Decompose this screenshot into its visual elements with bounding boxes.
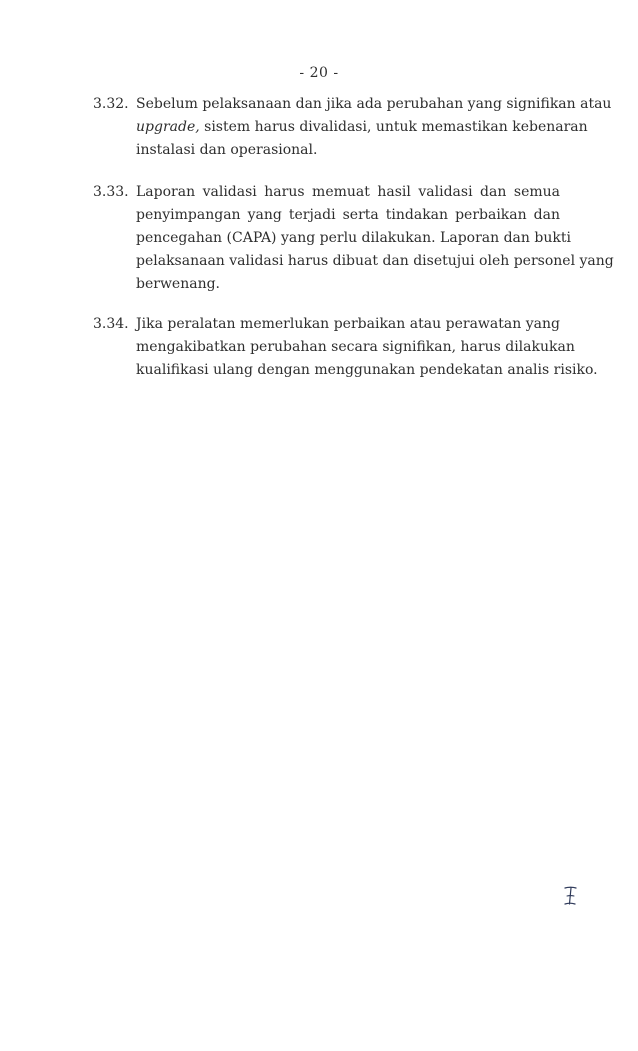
clause-number: 3.33. [93, 184, 129, 200]
clause-text [136, 93, 612, 162]
clause-number: 3.32. [93, 96, 129, 112]
clause-line: Sebelum pelaksanaan dan jika ada perubahan yang signifikan atau [136, 96, 612, 112]
clause-line: pencegahan (CAPA) yang perlu dilakukan. Laporan dan bukti [136, 230, 571, 246]
italic-term: upgrade, [136, 119, 200, 135]
clause-line: instalasi dan operasional. [136, 142, 318, 158]
handwritten-initial-icon [560, 884, 580, 908]
clause-line-with-italic [136, 116, 588, 139]
clause-text [136, 181, 614, 296]
clause-line: Laporan validasi harus memuat hasil validasi dan semua [136, 184, 560, 200]
clause-text [136, 313, 598, 382]
clause-line: mengakibatkan perubahan secara signifikan, harus dilakukan [136, 339, 575, 355]
clause-line-rest: sistem harus divalidasi, untuk memastikan kebenaran [204, 119, 588, 135]
clause-line: Jika peralatan memerlukan perbaikan atau perawatan yang [136, 316, 560, 332]
page-number: - 20 - [299, 65, 339, 81]
clause-line: penyimpangan yang terjadi serta tindakan perbaikan dan [136, 207, 560, 223]
page-bottom-margin [0, 968, 638, 1051]
clause-line: berwenang. [136, 276, 220, 292]
clause-line: pelaksanaan validasi harus dibuat dan disetujui oleh personel yang [136, 253, 614, 269]
clause-line: kualifikasi ulang dengan menggunakan pendekatan analis risiko. [136, 362, 598, 378]
clause-number: 3.34. [93, 316, 129, 332]
